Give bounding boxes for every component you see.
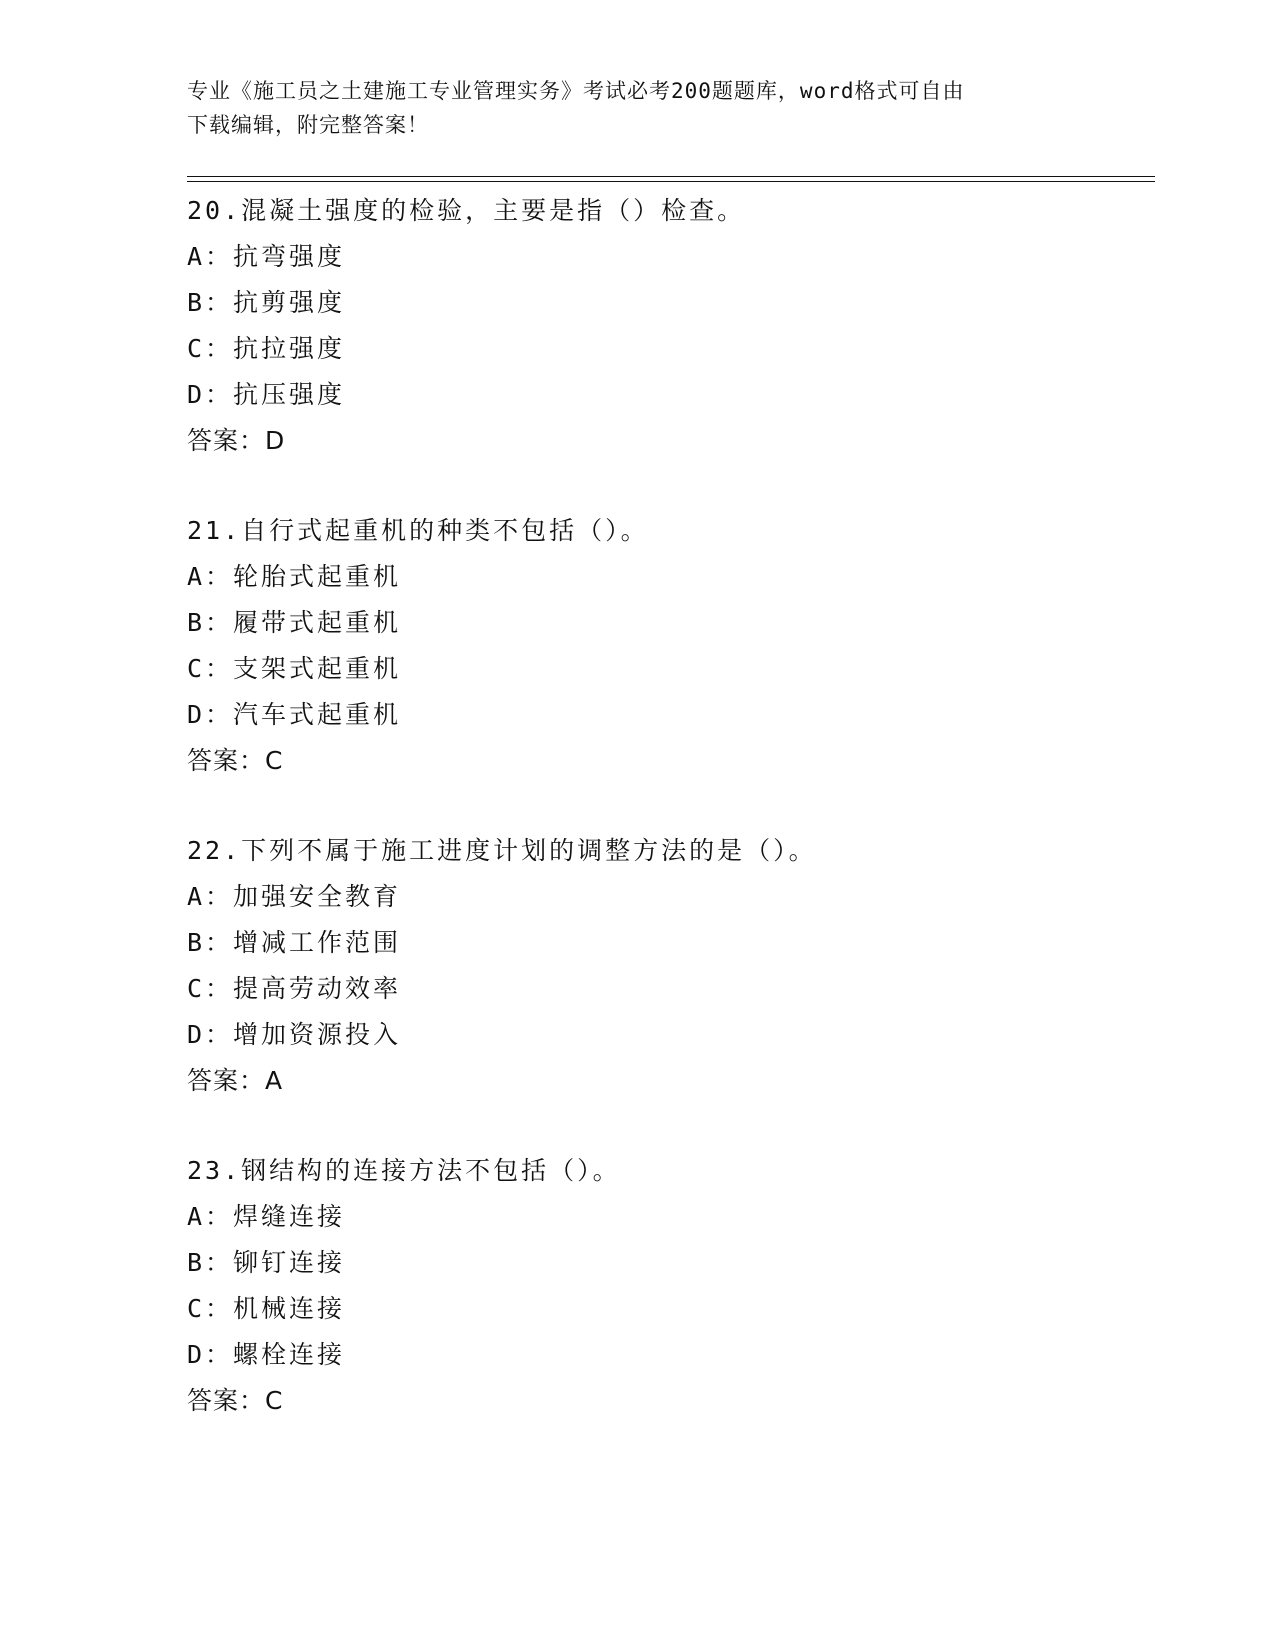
question-stem: 21.自行式起重机的种类不包括（）。: [187, 516, 649, 545]
option-d: D：抗压强度: [187, 380, 346, 409]
question-stem: 20.混凝土强度的检验，主要是指（）检查。: [187, 196, 746, 225]
answer-line: 答案：A: [187, 1066, 284, 1095]
option-d: D：增加资源投入: [187, 1020, 402, 1049]
answer-line: 答案：C: [187, 746, 284, 775]
question-21: [187, 508, 1155, 828]
document-header: [187, 74, 1087, 142]
option-d: D：螺栓连接: [187, 1340, 346, 1369]
question-20: [187, 188, 1155, 508]
option-a: A：加强安全教育: [187, 882, 402, 911]
option-b: B：抗剪强度: [187, 288, 346, 317]
option-a: A：抗弯强度: [187, 242, 346, 271]
question-23: [187, 1148, 1155, 1468]
question-22: [187, 828, 1155, 1148]
header-line-1: 专业《施工员之土建施工专业管理实务》考试必考200题题库，word格式可自由: [187, 79, 965, 103]
option-b: B：增减工作范围: [187, 928, 402, 957]
option-a: A：焊缝连接: [187, 1202, 346, 1231]
question-stem: 22.下列不属于施工进度计划的调整方法的是（）。: [187, 836, 817, 865]
option-a: A：轮胎式起重机: [187, 562, 402, 591]
header-divider-bottom: [187, 181, 1155, 182]
option-c: C：支架式起重机: [187, 654, 402, 683]
answer-line: 答案：D: [187, 426, 286, 455]
option-c: C：抗拉强度: [187, 334, 346, 363]
question-stem: 23.钢结构的连接方法不包括（）。: [187, 1156, 621, 1185]
header-line-2: 下载编辑，附完整答案！: [187, 113, 429, 137]
header-divider-top: [187, 176, 1155, 177]
option-c: C：机械连接: [187, 1294, 346, 1323]
answer-line: 答案：C: [187, 1386, 284, 1415]
option-c: C：提高劳动效率: [187, 974, 402, 1003]
question-list: [187, 188, 1155, 1468]
option-b: B：履带式起重机: [187, 608, 402, 637]
option-b: B：铆钉连接: [187, 1248, 346, 1277]
option-d: D：汽车式起重机: [187, 700, 402, 729]
